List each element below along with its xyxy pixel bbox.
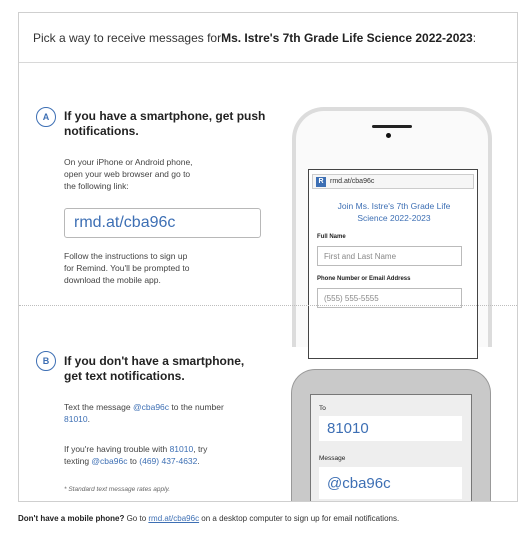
message-label: Message <box>319 455 346 462</box>
full-name-input[interactable]: First and Last Name <box>317 246 462 266</box>
alt-number-highlight: (469) 437-4632 <box>139 456 198 466</box>
contact-label: Phone Number or Email Address <box>317 276 411 282</box>
footer-note: Don't have a mobile phone? Go to rmd.at/cba96c on a desktop computer to sign up for email notifications. <box>18 514 400 523</box>
class-name: Ms. Istre's 7th Grade Life Science 2022-2023 <box>221 30 473 45</box>
section-a-instructions: On your iPhone or Android phone, open your web browser and go to the following link: <box>64 157 193 191</box>
contact-input[interactable]: (555) 555-5555 <box>317 288 462 308</box>
badge-a: A <box>36 107 56 127</box>
section-text-notifications <box>19 305 517 502</box>
to-field[interactable]: 81010 <box>319 416 462 441</box>
section-b-title: If you don't have a smartphone, get text notifications. <box>64 354 245 383</box>
section-b-text-instructions: Text the message @cba96c to the number 81010. <box>64 402 224 424</box>
message-field[interactable]: @cba96c <box>319 467 462 499</box>
section-a-follow-text: Follow the instructions to sign up for Remind. You'll be prompted to download the mobile app. <box>64 251 190 285</box>
camera-icon <box>386 133 391 138</box>
number-highlight: 81010 <box>64 414 88 424</box>
android-mockup <box>291 369 491 502</box>
android-screen <box>310 394 472 502</box>
signup-link-box[interactable]: rmd.at/cba96c <box>64 208 261 238</box>
badge-b: B <box>36 351 56 371</box>
rates-note: * Standard text message rates apply. <box>64 486 171 493</box>
title-prefix: Pick a way to receive messages for <box>33 30 222 45</box>
full-name-label: Full Name <box>317 234 346 240</box>
to-label: To <box>319 405 326 412</box>
title-suffix: : <box>472 30 477 45</box>
join-title: Join Ms. Istre's 7th Grade Life Science 2022-2023 <box>337 201 451 223</box>
signup-card <box>18 12 518 502</box>
url-bar[interactable] <box>312 174 474 189</box>
section-a-title: If you have a smartphone, get push notifications. <box>64 109 266 138</box>
code-highlight: @cba96c <box>132 402 170 412</box>
footer-link[interactable]: rmd.at/cba96c <box>148 514 200 523</box>
section-push-notifications <box>19 64 517 305</box>
remind-logo-icon: R <box>316 177 326 187</box>
page-title <box>19 13 517 63</box>
speaker-icon <box>372 125 412 128</box>
section-b-trouble-text: If you're having trouble with 81010, try texting @cba96c to (469) 437-4632. <box>64 444 208 466</box>
url-text: rmd.at/cba96c <box>330 178 375 185</box>
